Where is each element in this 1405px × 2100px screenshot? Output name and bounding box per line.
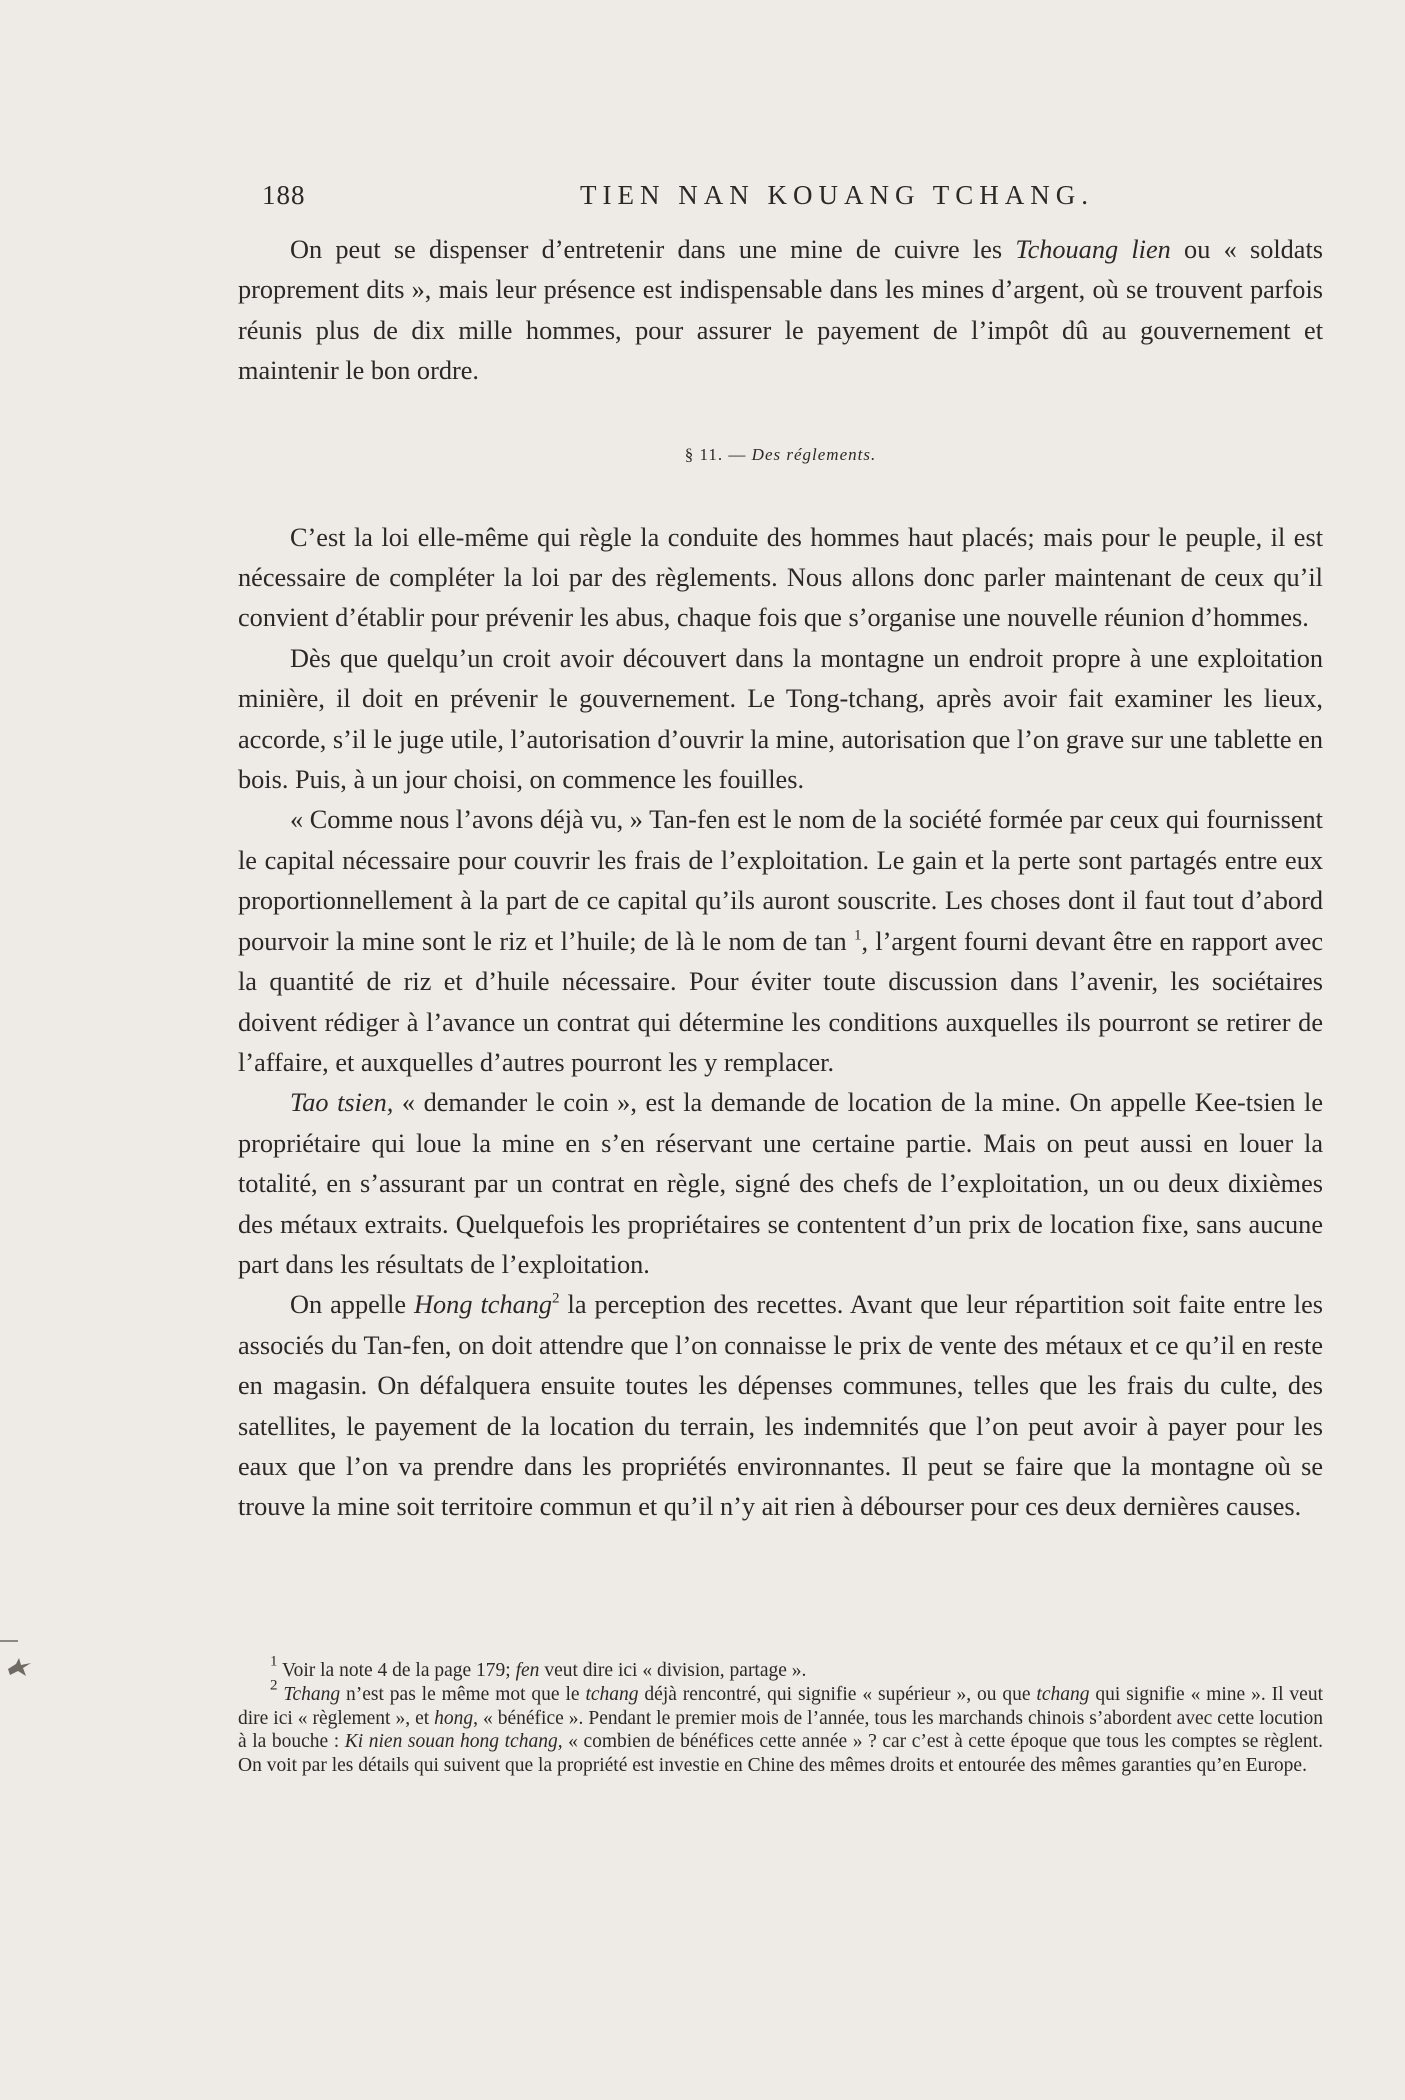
text-run: Dès que quelqu’un croit avoir découvert dans la montagne un endroit propre à une exploitation minière, il doit en prévenir le gouvernement. Le Tong-tchang, après avoir fait examiner les lieux, accorde, s’il le juge utile, l’autorisation d’ouvrir la mine, autorisation que l’on grave sur une tablette en bois. Puis, à un jour choisi, on commence les fouilles. (238, 643, 1323, 795)
text-run: ou « soldats proprement dits », mais leur présence est indispensable dans les mines d’argent, où se trouvent parfois réunis plus de dix mille hommes, pour assurer le payement de l’impôt dû au gouvernement et maintenir le bon ordre. (238, 235, 1324, 386)
text-run: déjà rencontré, qui signifie « supérieur », ou que (638, 1683, 1037, 1705)
section-title: Des réglements. (751, 444, 877, 464)
text-run: la perception des recettes. Avant que leur répartition soit faite entre les associés du Tan-fen, on doit attendre que l’on connaisse le prix de vente des métaux et ce qu’il en reste en magasin. On défalquera ensuite toutes les dépenses communes, telles que les frais du culte, des satellites, le payement de la location du terrain, les indemnités que l’on peut avoir à payer pour les eaux que l’on va prendre dans les propriétés environnantes. Il peut se faire que la montagne où se trouve la mine soit territoire commun et qu’il n’y ait rien à débourser pour ces deux dernières causes. (238, 1290, 1323, 1522)
italic-term: fen (515, 1660, 540, 1681)
italic-term: Tchang (277, 1683, 341, 1705)
text-run: , l’argent fourni devant être en rapport avec la quantité de riz et d’huile nécessaire. Pour éviter toute discussion dans l’avenir, les sociétaires doivent rédiger à l’avance un contrat qui détermine les conditions auxquelles ils pourront se retirer de l’affaire, et auxquelles d’autres pourront les y remplacer. (238, 926, 1323, 1077)
text-run: veut dire ici « division, partage ». (539, 1660, 807, 1681)
paragraph-soldats (238, 230, 1323, 392)
text-run: On peut se dispenser d’entretenir dans une mine de cuivre les (290, 235, 1016, 264)
footnote-mark: 2 (270, 1677, 278, 1694)
italic-term: Hong tchang (414, 1290, 553, 1320)
footnote-1 (238, 1653, 1323, 1683)
text-run: qui signifie « mine ». Il veut dire ici « règlement », et (238, 1683, 1323, 1729)
text-run: On appelle (290, 1290, 415, 1320)
page-number: 188 (262, 180, 306, 210)
ink-blot-icon (4, 1655, 34, 1679)
paragraph-hong-tchang (238, 1285, 1323, 1527)
text-run: « combien de bénéfices cette année » ? car c’est à cette époque que tous les comptes se règlent. On voit par les détails qui suivent que la propriété est investie en Chine des mêmes droits et entourée des mêmes garanties qu’en Europe. (238, 1731, 1323, 1777)
footnotes (238, 1653, 1323, 1778)
footnote-2 (238, 1677, 1323, 1778)
italic-term: Tao tsien, (290, 1088, 394, 1118)
body-text (238, 230, 1323, 1528)
text-run: « Comme nous l’avons déjà vu, » Tan-fen est le nom de la société formée par ceux qui fournissent le capital nécessaire pour couvrir les frais de l’exploitation. Le gain et la perte sont partagés entre eux proportionnellement à la part de ce capital qu’ils auront souscrite. Les choses dont il faut tout d’abord pourvoir la mine sont le riz et l’huile; de là le nom de tan (238, 805, 1323, 956)
italic-term: tchang (585, 1683, 639, 1705)
footnote-ref-2: 2 (552, 1290, 560, 1307)
text-run: C’est la loi elle-même qui règle la conduite des hommes haut placés; mais pour le peuple, il est nécessaire de compléter la loi par des règlements. Nous allons donc parler maintenant de ceux qu’il convient d’établir pour prévenir les abus, chaque fois que s’organise une nouvelle réunion d’hommes. (238, 522, 1323, 633)
scan-artifact-dash (0, 1640, 18, 1642)
section-number: § 11. — (684, 444, 752, 464)
paragraph-tan-fen (238, 800, 1323, 1083)
text-run: n’est pas le même mot que le (340, 1683, 586, 1705)
section-heading (238, 444, 1323, 466)
footnote-ref-1: 1 (853, 927, 862, 944)
text-run: Voir la note 4 de la page 179; (277, 1660, 516, 1681)
footnote-mark: 1 (270, 1653, 278, 1670)
italic-term: hong (434, 1707, 474, 1729)
paragraph-tao-tsien (238, 1083, 1323, 1285)
text-run: , « bénéfice ». Pendant le premier mois de l’année, tous les marchands chinois s’abordent avec cette locution à la bouche : (238, 1707, 1323, 1753)
running-title: TIEN NAN KOUANG TCHANG. (580, 180, 1094, 210)
italic-term: tchang (1036, 1683, 1090, 1705)
italic-term: Ki nien souan hong tchang, (344, 1731, 563, 1753)
running-head (262, 180, 1332, 216)
paragraph-decouverte (238, 639, 1323, 801)
paragraph-loi (238, 518, 1323, 639)
text-run: « demander le coin », est la demande de location de la mine. On appelle Kee-tsien le propriétaire qui loue la mine en s’en réservant une certaine partie. Mais on peut aussi en louer la totalité, en s’assurant par un contrat en règle, signé des chefs de l’exploitation, un ou deux dixièmes des métaux extraits. Quelquefois les propriétaires se contentent d’un prix de location fixe, sans aucune part dans les résultats de l’exploitation. (238, 1088, 1323, 1279)
italic-term: Tchouang lien (1015, 235, 1171, 264)
